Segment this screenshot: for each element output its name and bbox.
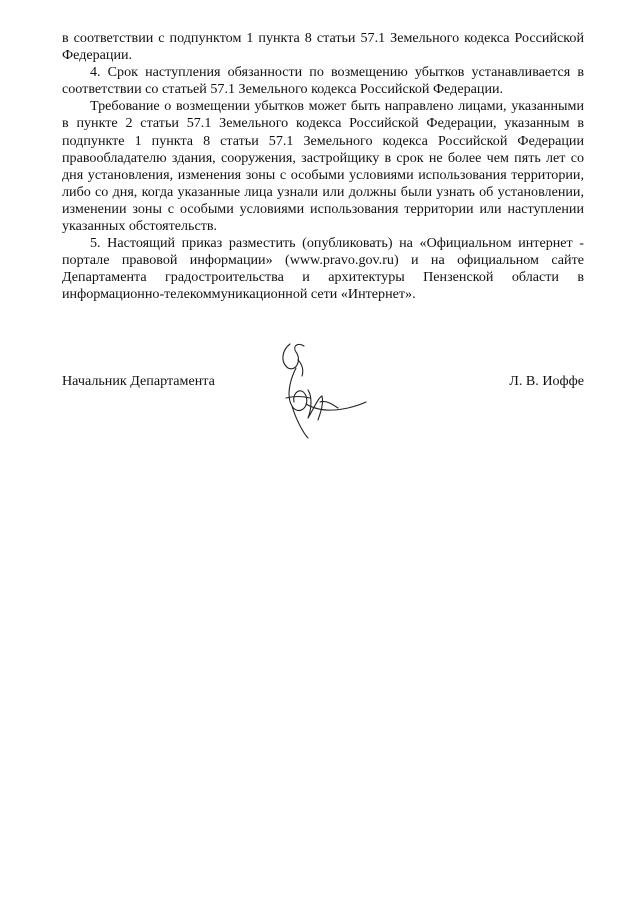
handwritten-signature-icon (268, 338, 370, 442)
paragraph-item-4: 4. Срок наступления обязанности по возмещению убытков устанавливается в соответствии со статьей 57.1 Земельного кодекса Российской Федерации. (62, 64, 584, 98)
signatory-position: Начальник Департамента (62, 373, 215, 389)
paragraph-continuation: в соответствии с подпунктом 1 пункта 8 статьи 57.1 Земельного кодекса Российской Федерации. (62, 30, 584, 64)
signatory-name: Л. В. Иоффе (509, 373, 584, 389)
paragraph-item-5: 5. Настоящий приказ разместить (опубликовать) на «Официальном интернет - портале правовой информации» (www.pravo.gov.ru) и на официальном сайте Департамента градостроительства и архитектуры Пензенской области в информационно-телекоммуникационной сети «Интернет». (62, 235, 584, 303)
document-body (62, 30, 584, 304)
paragraph-damages-claim: Требование о возмещении убытков может быть направлено лицами, указанными в пункте 2 статьи 57.1 Земельного кодекса Российской Федерации, указанным в подпункте 1 пункта 8 статьи 57.1 Земельного кодекса Российской Федерации правообладателю здания, сооружения, застройщику в срок не более чем пять лет со дня установления, изменения зоны с особыми условиями использования территории, либо со дня, когда указанные лица узнали или должны были узнать об установлении, изменении зоны с особыми условиями использования территории или наступлении указанных обстоятельств. (62, 98, 584, 235)
